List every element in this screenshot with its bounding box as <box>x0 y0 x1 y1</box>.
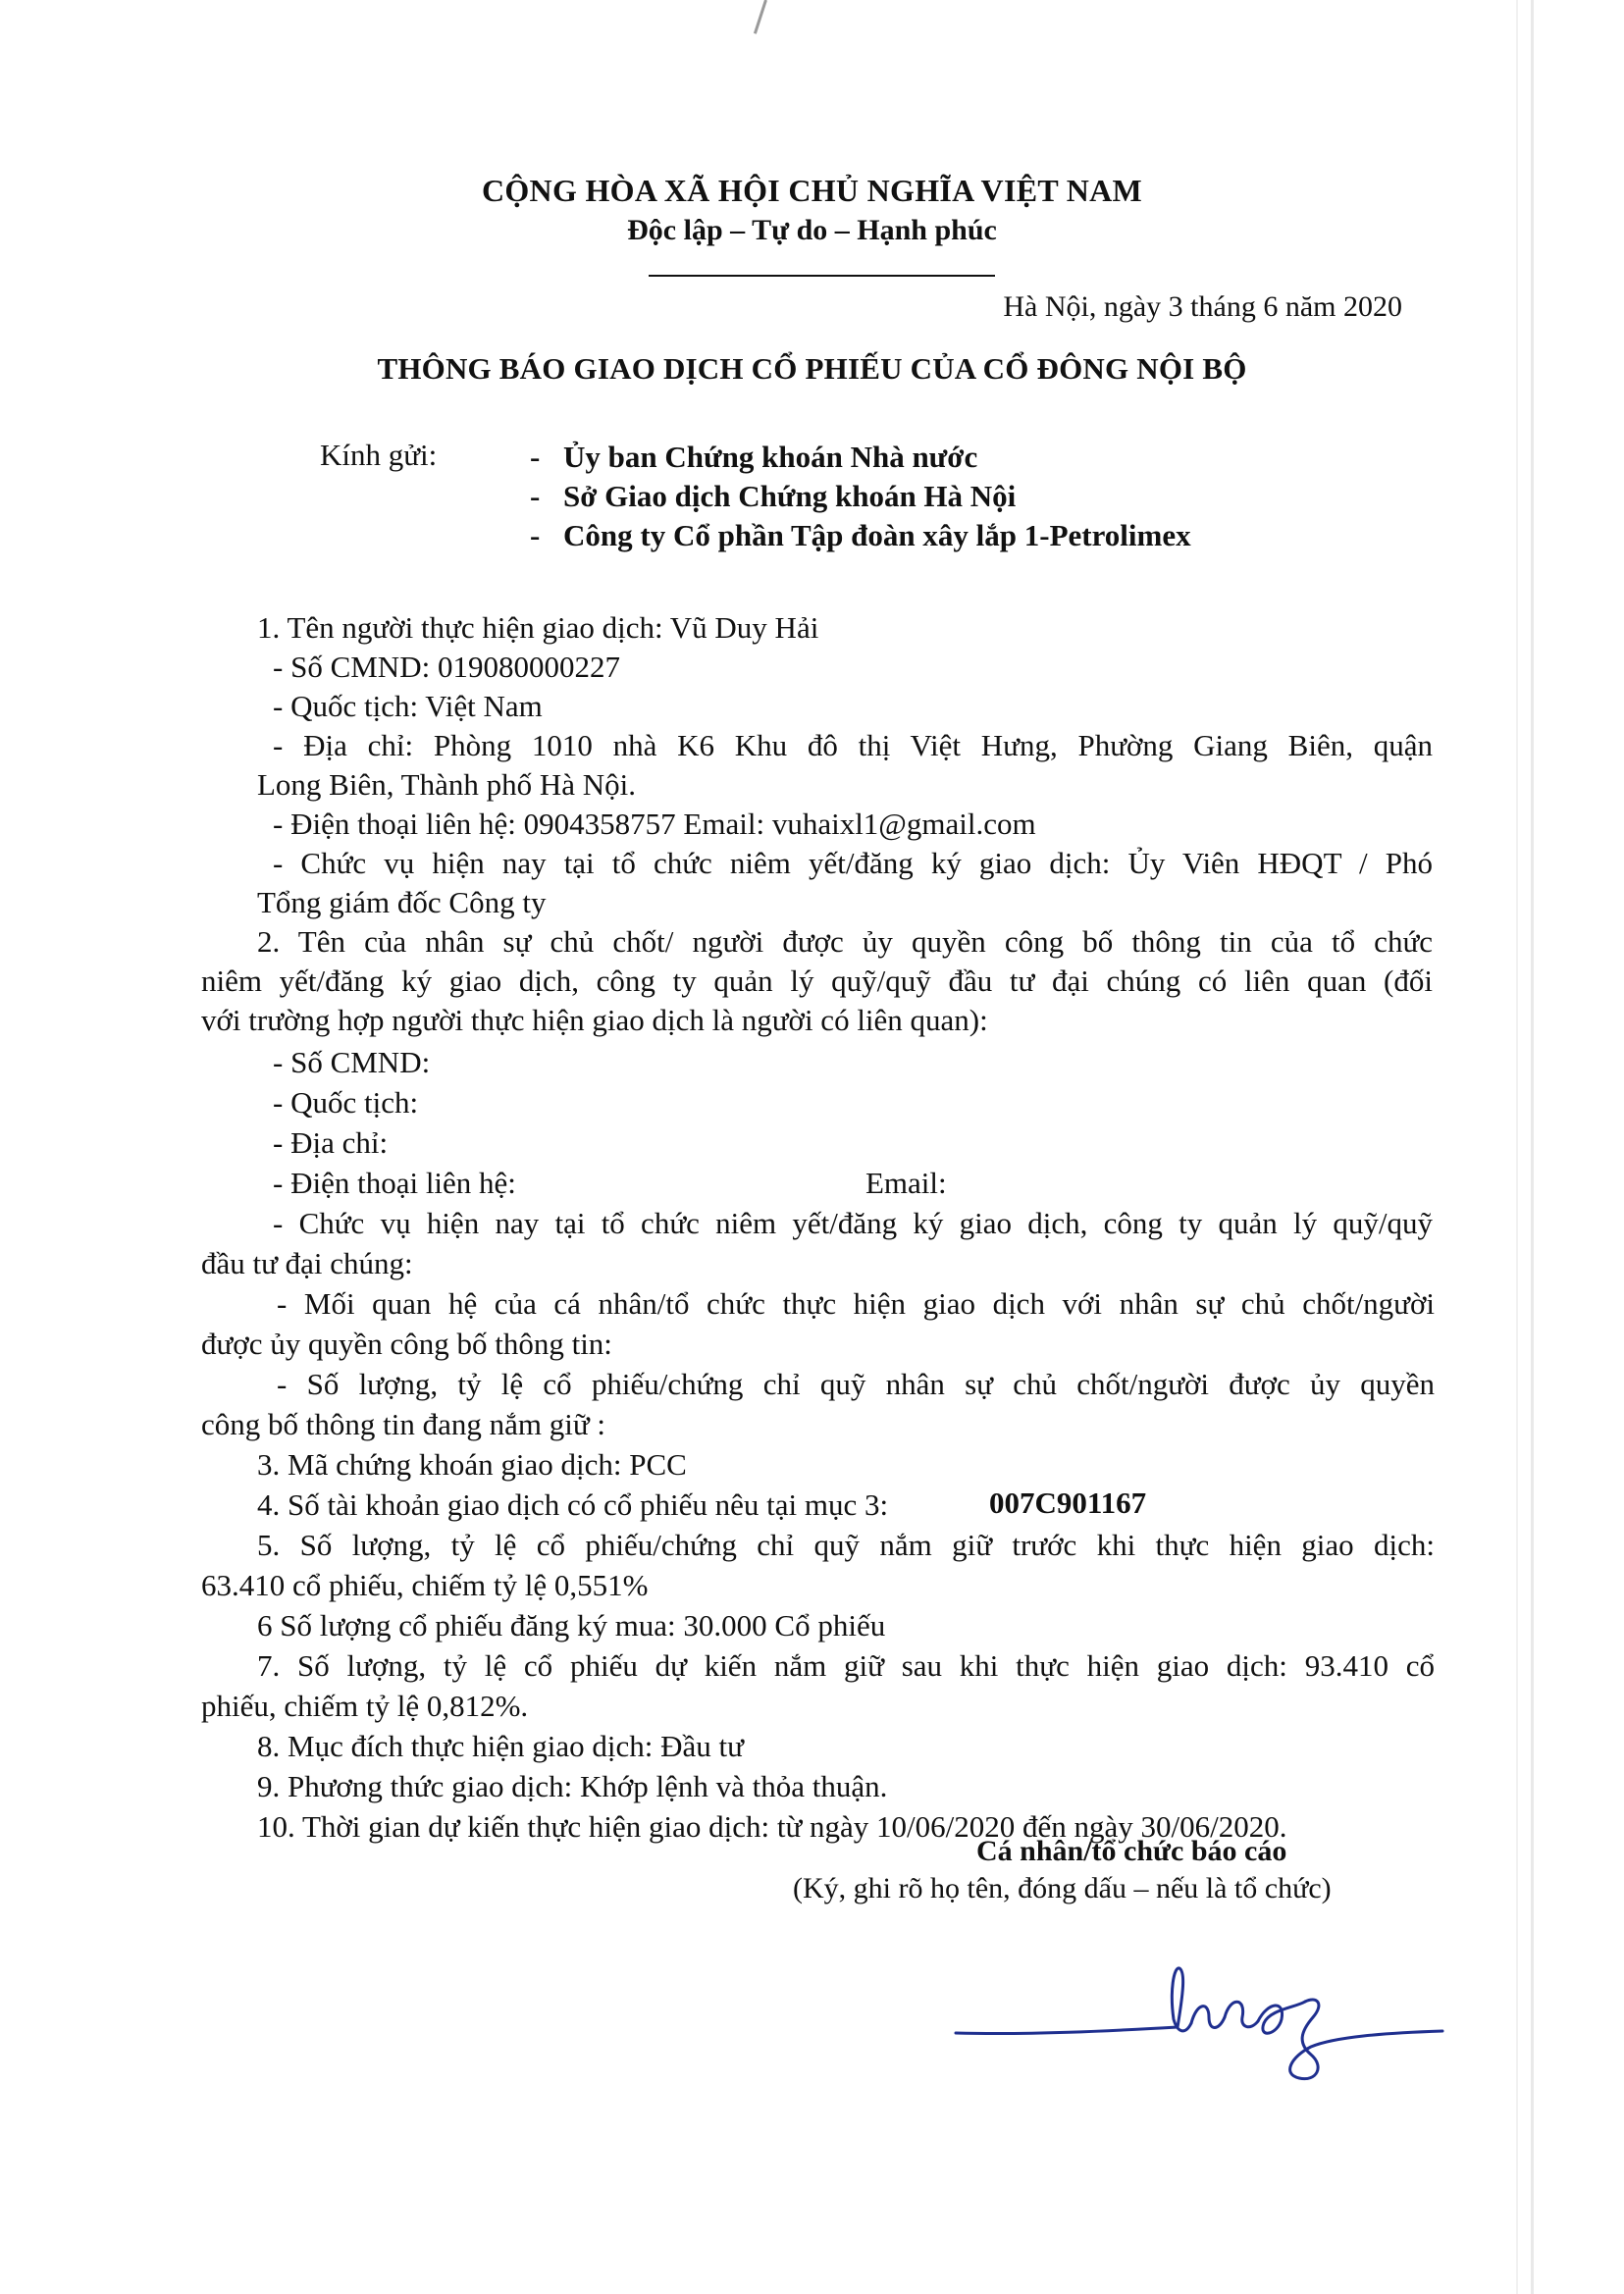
body-line-13: - Quốc tịch: <box>273 1085 419 1120</box>
account-number: 007C901167 <box>989 1486 1147 1520</box>
body-line-21: công bố thông tin đang nắm giữ : <box>201 1407 606 1441</box>
body-line-14: - Địa chỉ: <box>273 1125 389 1160</box>
body-line-28: phiếu, chiếm tỷ lệ 0,812%. <box>201 1689 529 1723</box>
body-line-11: với trường hợp người thực hiện giao dịch là người có liên quan): <box>201 1003 988 1037</box>
signature-title: Cá nhân/tổ chức báo cáo <box>976 1835 1287 1867</box>
body-line-8: Tổng giám đốc Công ty <box>257 885 547 919</box>
handwritten-signature <box>952 1962 1452 2090</box>
body-line-1: 1. Tên người thực hiện giao dịch: Vũ Duy Hải <box>257 610 819 645</box>
scan-pen-mark <box>754 0 767 34</box>
recipients-label: Kính gửi: <box>320 438 438 472</box>
heading-underline <box>649 275 995 277</box>
recipient-item: - Công ty Cổ phần Tập đoàn xây lắp 1-Petrolimex <box>530 518 1191 552</box>
body-line-31: 10. Thời gian dự kiến thực hiện giao dịch: từ ngày 10/06/2020 đến ngày 30/06/2020. <box>257 1809 1287 1844</box>
body-line-16: - Chức vụ hiện nay tại tổ chức niêm yết/đăng ký giao dịch, công ty quản lý quỹ/quỹ <box>273 1206 1433 1240</box>
motto-heading: Độc lập – Tự do – Hạnh phúc <box>627 214 997 246</box>
body-line-24: 5. Số lượng, tỷ lệ cổ phiếu/chứng chỉ quỹ nắm giữ trước khi thực hiện giao dịch: <box>257 1528 1435 1562</box>
body-line-26: 6 Số lượng cổ phiếu đăng ký mua: 30.000 Cổ phiếu <box>257 1608 886 1642</box>
scan-edge-shadow <box>1531 0 1534 2294</box>
recipient-item: - Ủy ban Chứng khoán Nhà nước <box>530 440 978 474</box>
body-line-9: 2. Tên của nhân sự chủ chốt/ người được ủy quyền công bố thông tin của tổ chức <box>257 924 1433 959</box>
body-line-15-email: Email: <box>865 1166 947 1200</box>
body-line-19: được ủy quyền công bố thông tin: <box>201 1327 612 1361</box>
document-title: THÔNG BÁO GIAO DỊCH CỔ PHIẾU CỦA CỔ ĐÔNG NỘI BỘ <box>377 351 1247 386</box>
body-line-12: - Số CMND: <box>273 1045 431 1079</box>
body-line-2: - Số CMND: 019080000227 <box>273 650 620 684</box>
body-line-25: 63.410 cổ phiếu, chiếm tỷ lệ 0,551% <box>201 1568 649 1602</box>
body-line-15-phone: - Điện thoại liên hệ: <box>273 1166 516 1200</box>
date-line: Hà Nội, ngày 3 tháng 6 năm 2020 <box>1003 290 1402 323</box>
body-line-4: - Địa chỉ: Phòng 1010 nhà K6 Khu đô thị Việt Hưng, Phường Giang Biên, quận <box>273 728 1433 762</box>
body-line-5: Long Biên, Thành phố Hà Nội. <box>257 767 637 802</box>
body-line-29: 8. Mục đích thực hiện giao dịch: Đầu tư <box>257 1729 744 1763</box>
body-line-3: - Quốc tịch: Việt Nam <box>273 689 543 723</box>
body-line-17: đầu tư đại chúng: <box>201 1246 413 1280</box>
scan-edge-shadow <box>1516 0 1518 2294</box>
body-line-18: - Mối quan hệ của cá nhân/tổ chức thực hiện giao dịch với nhân sự chủ chốt/người <box>277 1286 1435 1321</box>
body-line-22: 3. Mã chứng khoán giao dịch: PCC <box>257 1447 687 1482</box>
body-line-6: - Điện thoại liên hệ: 0904358757 Email: vuhaixl1@gmail.com <box>273 807 1036 841</box>
body-line-30: 9. Phương thức giao dịch: Khớp lệnh và thỏa thuận. <box>257 1769 888 1803</box>
nation-heading: CỘNG HÒA XÃ HỘI CHỦ NGHĨA VIỆT NAM <box>481 173 1143 208</box>
body-line-10: niêm yết/đăng ký giao dịch, công ty quản lý quỹ/quỹ đầu tư đại chúng có liên quan (đối <box>201 964 1433 998</box>
signature-note: (Ký, ghi rõ họ tên, đóng dấu – nếu là tổ chức) <box>793 1872 1332 1904</box>
body-line-20: - Số lượng, tỷ lệ cổ phiếu/chứng chỉ quỹ nhân sự chủ chốt/người được ủy quyền <box>277 1367 1435 1401</box>
body-line-23-label: 4. Số tài khoản giao dịch có cổ phiếu nêu tại mục 3: <box>257 1487 889 1522</box>
body-line-7: - Chức vụ hiện nay tại tổ chức niêm yết/đăng ký giao dịch: Ủy Viên HĐQT / Phó <box>273 846 1433 880</box>
body-line-27: 7. Số lượng, tỷ lệ cổ phiếu dự kiến nắm giữ sau khi thực hiện giao dịch: 93.410 cổ <box>257 1648 1435 1683</box>
recipients-list <box>530 438 1191 555</box>
recipient-item: - Sở Giao dịch Chứng khoán Hà Nội <box>530 479 1017 513</box>
